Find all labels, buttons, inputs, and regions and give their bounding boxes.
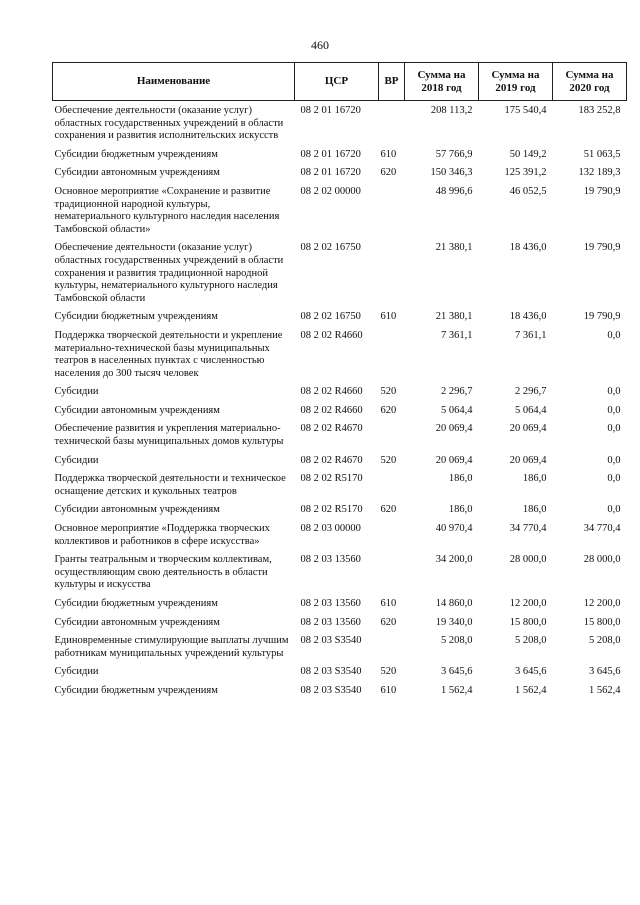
- row-vr: 520: [380, 386, 397, 398]
- row-csr: 08 2 03 13560: [300, 616, 361, 628]
- row-csr: 08 2 03 13560: [300, 554, 361, 566]
- row-sum-2018: 48 996,6: [435, 185, 473, 197]
- header-vr: ВР: [379, 63, 405, 101]
- row-sum-2018: 208 113,2: [430, 105, 473, 116]
- row-csr: 08 2 01 16720: [300, 148, 361, 160]
- row-sum-2018: 3 645,6: [441, 666, 473, 678]
- row-sum-2020: 1 562,4: [589, 684, 621, 696]
- table-header: [53, 63, 627, 101]
- row-sum-2019: 2 296,7: [515, 386, 547, 398]
- row-name: Субсидии бюджетным учреждениям: [54, 684, 218, 696]
- row-name: Обеспечение деятельности (оказание услуг) областных государственных учреждений в области сохранения и развития традиционной народной культуры, нематериального культурного наследия Тамбовской области: [54, 242, 284, 304]
- table-row: [53, 594, 627, 613]
- row-sum-2018: 5 064,4: [441, 404, 473, 416]
- row-sum-2019: 175 540,4: [504, 105, 547, 116]
- row-sum-2019: 186,0: [522, 473, 547, 485]
- table-row: [53, 500, 627, 519]
- page-number: 460: [311, 38, 329, 52]
- row-name: Субсидии: [54, 386, 99, 398]
- row-csr: 08 2 02 R5170: [300, 473, 363, 485]
- row-vr: [379, 519, 405, 550]
- row-sum-2018: 20 069,4: [435, 423, 473, 435]
- row-sum-2019: 5 208,0: [515, 635, 547, 647]
- row-sum-2018: 57 766,9: [435, 148, 473, 160]
- row-sum-2018: 186,0: [448, 473, 473, 485]
- row-sum-2020: 51 063,5: [583, 148, 621, 160]
- table-body: [53, 101, 627, 700]
- row-sum-2020: 28 000,0: [583, 554, 621, 566]
- row-name: Поддержка творческой деятельности и техническое оснащение детских и кукольных театров: [54, 473, 286, 497]
- row-name: Обеспечение деятельности (оказание услуг) областных государственных учреждений в области сохранения и развития исполнительских искусств: [54, 105, 284, 142]
- row-sum-2020: 15 800,0: [583, 616, 621, 628]
- row-vr: [379, 182, 405, 238]
- row-vr: 620: [380, 504, 397, 516]
- row-sum-2020: 0,0: [607, 404, 621, 416]
- row-vr: [379, 419, 405, 450]
- row-csr: 08 2 02 R4670: [300, 423, 363, 435]
- row-sum-2019: 125 391,2: [504, 167, 547, 179]
- row-vr: 620: [380, 616, 397, 628]
- table-row: [53, 419, 627, 450]
- header-name: Наименование: [53, 63, 295, 101]
- row-vr: 520: [380, 454, 397, 466]
- table-row: [53, 101, 627, 145]
- table-row: [53, 519, 627, 550]
- table-row: [53, 469, 627, 500]
- table-row: [53, 163, 627, 182]
- row-csr: 08 2 03 00000: [300, 523, 361, 535]
- row-name: Основное мероприятие «Поддержка творческих коллективов и работников в сфере искусства»: [54, 523, 270, 547]
- row-vr: 520: [380, 666, 397, 678]
- row-name: Субсидии: [54, 454, 99, 466]
- header-sum-2020: Сумма на 2020 год: [553, 63, 627, 101]
- row-sum-2020: 0,0: [607, 386, 621, 398]
- row-sum-2020: 5 208,0: [589, 635, 621, 647]
- row-csr: 08 2 02 00000: [300, 185, 361, 197]
- row-sum-2019: 186,0: [522, 504, 547, 516]
- row-sum-2019: 5 064,4: [515, 404, 547, 416]
- table-row: [53, 382, 627, 401]
- table-row: [53, 681, 627, 700]
- row-csr: 08 2 01 16720: [300, 105, 361, 116]
- row-sum-2019: 18 436,0: [509, 311, 547, 323]
- row-sum-2019: 15 800,0: [509, 616, 547, 628]
- row-csr: 08 2 03 13560: [300, 598, 361, 609]
- budget-table: [52, 62, 627, 700]
- row-sum-2020: 0,0: [607, 329, 621, 341]
- row-name: Единовременные стимулирующие выплаты лучшим работникам муниципальных учреждений культуры: [54, 635, 289, 659]
- row-sum-2019: 1 562,4: [515, 684, 547, 696]
- row-csr: 08 2 02 R5170: [300, 504, 363, 516]
- row-sum-2020: 0,0: [607, 473, 621, 485]
- row-csr: 08 2 02 R4660: [300, 329, 363, 341]
- row-sum-2020: 3 645,6: [589, 666, 621, 678]
- row-sum-2019: 50 149,2: [509, 148, 547, 160]
- row-sum-2018: 14 860,0: [435, 598, 473, 609]
- header-sum-2019: Сумма на 2019 год: [479, 63, 553, 101]
- row-vr: [379, 469, 405, 500]
- row-csr: 08 2 02 R4660: [300, 404, 363, 416]
- row-sum-2019: 34 770,4: [509, 523, 547, 535]
- row-csr: 08 2 03 S3540: [300, 666, 362, 678]
- row-sum-2019: 20 069,4: [509, 423, 547, 435]
- row-sum-2020: 183 252,8: [578, 105, 621, 116]
- row-vr: 620: [380, 167, 397, 179]
- row-sum-2019: 7 361,1: [515, 329, 547, 341]
- row-vr: 610: [380, 311, 397, 323]
- row-name: Субсидии бюджетным учреждениям: [54, 148, 218, 160]
- row-sum-2018: 7 361,1: [441, 329, 473, 341]
- row-name: Субсидии: [54, 666, 99, 678]
- row-sum-2020: 0,0: [607, 423, 621, 435]
- row-sum-2020: 0,0: [607, 504, 621, 516]
- row-name: Гранты театральным и творческим коллективам, осуществляющим свою деятельность в области культуры и искусства: [54, 554, 272, 591]
- table-row: [53, 662, 627, 681]
- row-vr: [379, 631, 405, 662]
- table-row: [53, 401, 627, 420]
- row-sum-2019: 3 645,6: [515, 666, 547, 678]
- row-csr: 08 2 02 16750: [300, 242, 361, 254]
- row-sum-2018: 5 208,0: [441, 635, 473, 647]
- row-name: Основное мероприятие «Сохранение и развитие традиционной народной культуры, нематериального культурного наследия населения Тамбовской области»: [54, 185, 280, 235]
- row-sum-2018: 21 380,1: [435, 311, 473, 323]
- row-vr: [379, 326, 405, 382]
- row-sum-2018: 21 380,1: [435, 242, 473, 254]
- row-sum-2019: 28 000,0: [509, 554, 547, 566]
- table-row: [53, 550, 627, 594]
- row-sum-2018: 150 346,3: [430, 167, 473, 179]
- table-row: [53, 613, 627, 632]
- row-sum-2020: 19 790,9: [583, 185, 621, 197]
- header-sum-2018: Сумма на 2018 год: [405, 63, 479, 101]
- table-row: [53, 307, 627, 326]
- row-vr: 610: [380, 148, 397, 160]
- row-sum-2018: 34 200,0: [435, 554, 473, 566]
- table-row: [53, 145, 627, 164]
- row-sum-2020: 132 189,3: [578, 167, 621, 179]
- row-vr: [379, 550, 405, 594]
- row-csr: 08 2 03 S3540: [300, 635, 362, 647]
- row-sum-2018: 40 970,4: [435, 523, 473, 535]
- row-sum-2019: 18 436,0: [509, 242, 547, 254]
- row-sum-2019: 20 069,4: [509, 454, 547, 466]
- header-csr: ЦСР: [295, 63, 379, 101]
- row-name: Субсидии автономным учреждениям: [54, 167, 220, 179]
- row-sum-2020: 12 200,0: [583, 598, 621, 609]
- row-csr: 08 2 02 16750: [300, 311, 361, 323]
- row-csr: 08 2 02 R4670: [300, 454, 363, 466]
- row-vr: [379, 238, 405, 307]
- row-vr: 610: [380, 598, 397, 609]
- row-sum-2020: 19 790,9: [583, 242, 621, 254]
- row-vr: 610: [380, 684, 397, 696]
- row-sum-2018: 2 296,7: [441, 386, 473, 398]
- row-sum-2018: 1 562,4: [441, 684, 473, 696]
- row-name: Субсидии бюджетным учреждениям: [54, 598, 218, 609]
- row-sum-2018: 20 069,4: [435, 454, 473, 466]
- row-sum-2020: 0,0: [607, 454, 621, 466]
- row-sum-2019: 46 052,5: [509, 185, 547, 197]
- row-csr: 08 2 01 16720: [300, 167, 361, 179]
- row-vr: 620: [380, 404, 397, 416]
- row-name: Субсидии автономным учреждениям: [54, 504, 220, 516]
- row-name: Обеспечение развития и укрепления материально-технической базы муниципальных домов культуры: [54, 423, 284, 448]
- table-row: [53, 182, 627, 238]
- row-name: Субсидии автономным учреждениям: [54, 404, 220, 416]
- row-vr: [379, 101, 405, 145]
- row-csr: 08 2 03 S3540: [300, 684, 362, 696]
- row-name: Субсидии бюджетным учреждениям: [54, 311, 218, 323]
- table-row: [53, 451, 627, 470]
- row-sum-2018: 186,0: [448, 504, 473, 516]
- row-sum-2020: 34 770,4: [583, 523, 621, 535]
- row-name: Поддержка творческой деятельности и укрепление материально-технической базы муниципальных театров в населенных пунктах с численностью населения до 300 тысяч человек: [54, 329, 283, 379]
- row-csr: 08 2 02 R4660: [300, 386, 363, 398]
- row-sum-2020: 19 790,9: [583, 311, 621, 323]
- table-row: [53, 238, 627, 307]
- table-row: [53, 631, 627, 662]
- row-name: Субсидии автономным учреждениям: [54, 616, 220, 628]
- table-row: [53, 326, 627, 382]
- row-sum-2018: 19 340,0: [435, 616, 473, 628]
- row-sum-2019: 12 200,0: [509, 598, 547, 609]
